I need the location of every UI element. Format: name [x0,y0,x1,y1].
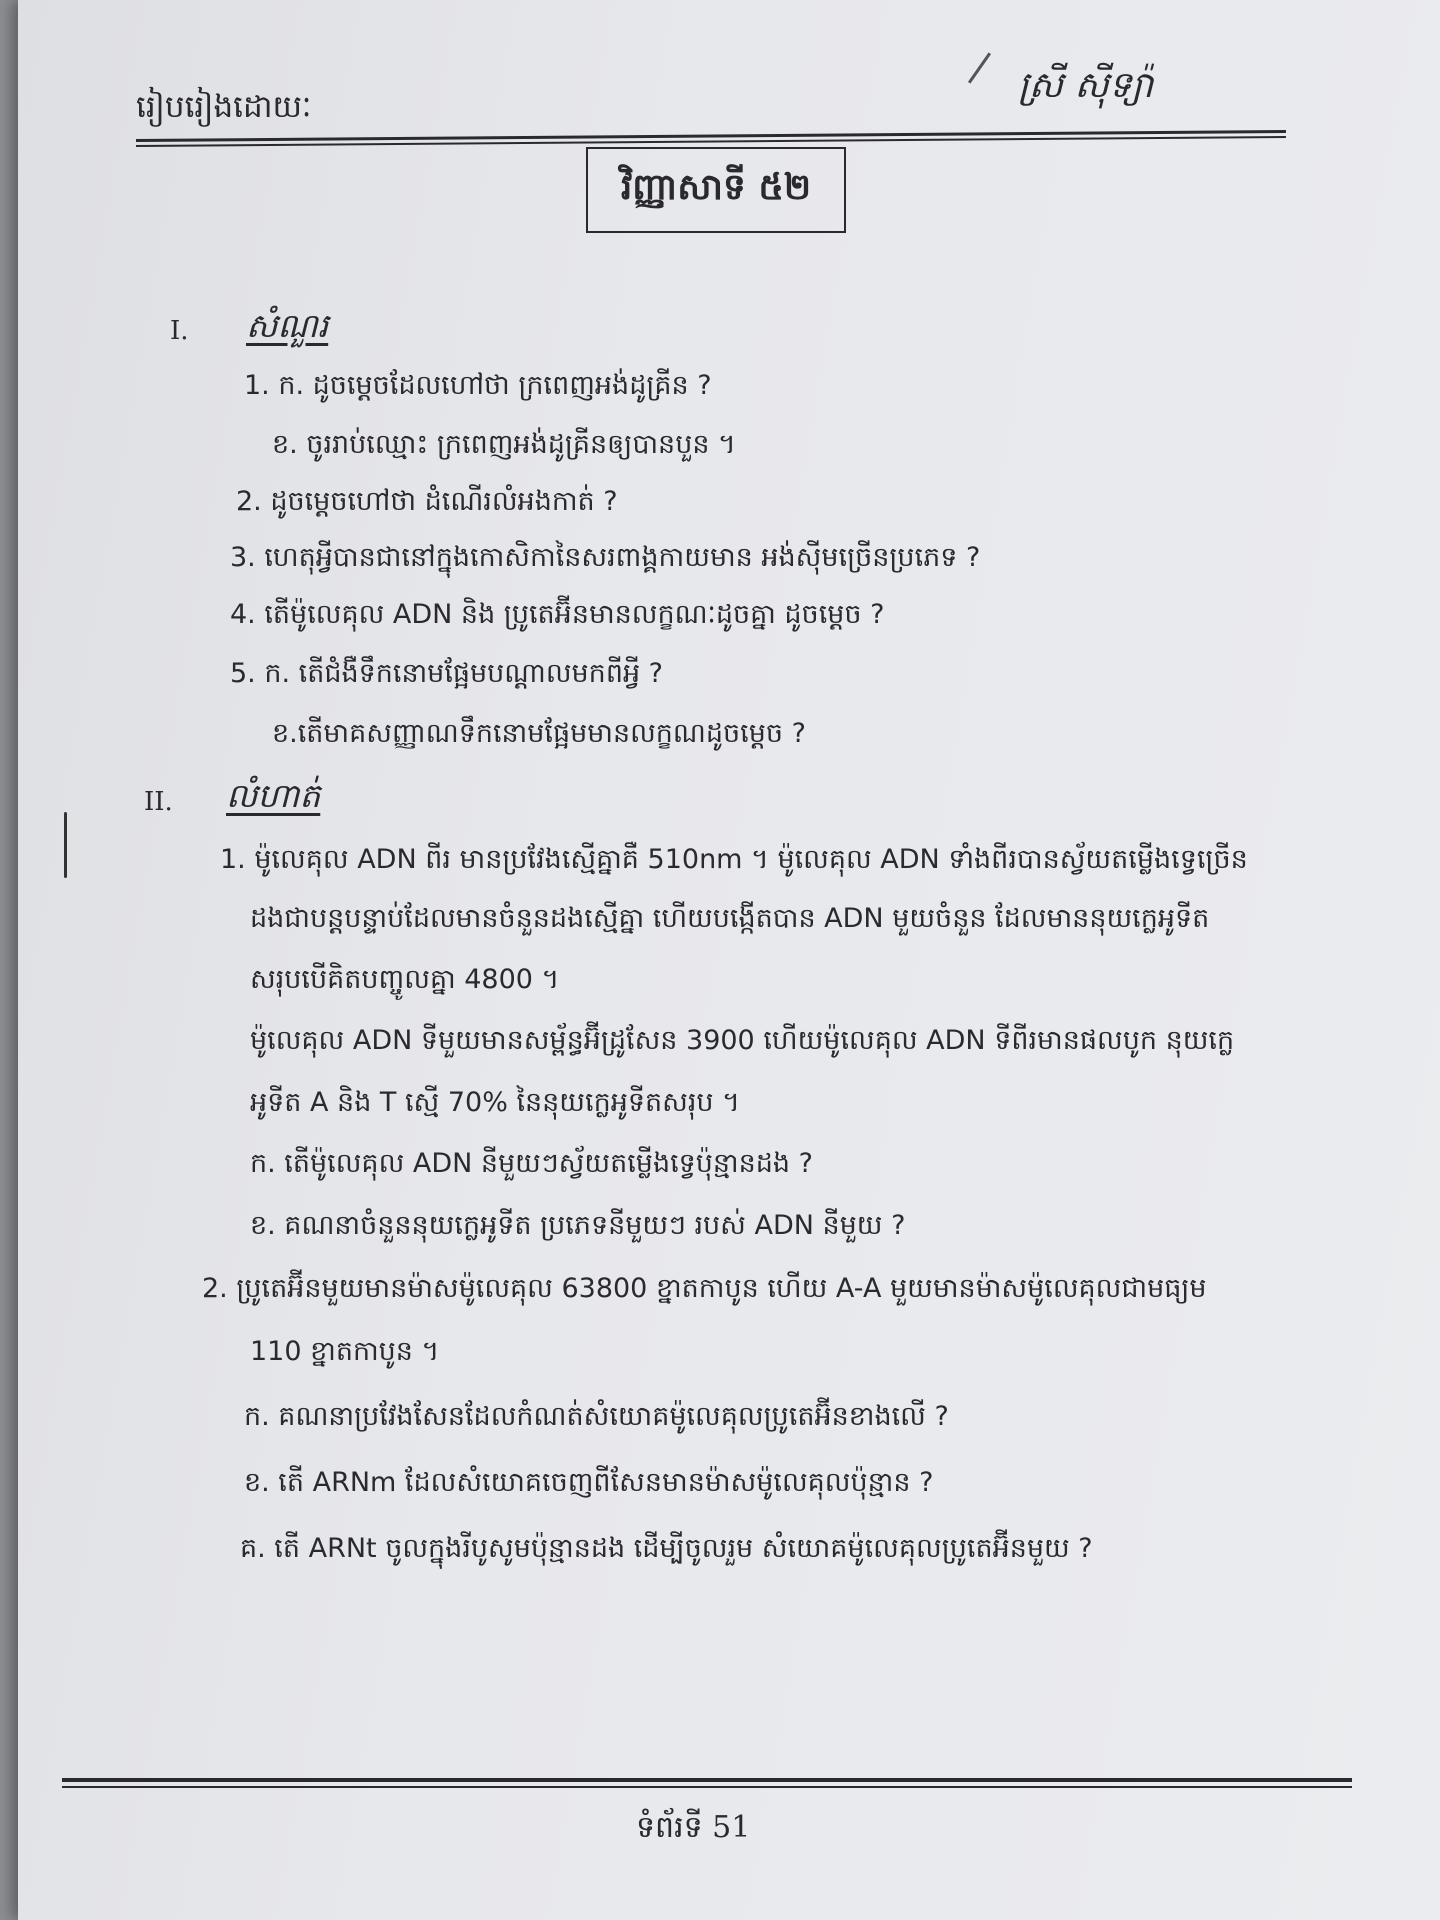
document-page [18,0,1440,1920]
section-2-title: លំហាត់ [226,776,321,815]
exercise-1-line-2: ដងជាបន្តបន្ទាប់ដែលមានចំនួនដងស្មើគ្នា ហើយបង្កើតបាន ADN មួយចំនួន ដែលមាននុយក្លេអូទីត [250,903,1210,934]
question-2: 2. ដូចម្តេចហៅថា ដំណើរលំអងកាត់ ? [236,486,618,517]
page-number: ទំព័រទី 51 [636,1810,751,1845]
question-1b: ខ. ចូររាប់ឈ្មោះ ក្រពេញអង់ដូគ្រីនឲ្យបានបួន ។ [272,429,736,460]
footer-rule [62,1778,1352,1782]
exercise-1-part-b: ខ. គណនាចំនួននុយក្លេអូទីត ប្រភេទនីមួយៗ របស់ ADN នីមួយ ? [250,1210,906,1241]
margin-pen-mark [64,812,67,878]
exam-title: វិញ្ញាសាទី ៥២ [620,166,812,208]
exercise-2-part-b: ខ. តើ ARNm ដែលសំយោគចេញពីសែនមានម៉ាសម៉ូលេគុលប៉ុន្មាន ? [244,1467,934,1498]
question-4: 4. តើម៉ូលេគុល ADN និង ប្រូតេអ៊ីនមានលក្ខណៈដូចគ្នា ដូចម្តេច ? [230,599,885,630]
section-2-number: II. [144,787,173,817]
author-name: ស្រី ស៊ីទ្យ៉ា [1018,65,1154,106]
exercise-2-line-1: 2. ប្រូតេអ៊ីនមួយមានម៉ាសម៉ូលេគុល 63800 ខ្នាតកាបូន ហើយ A-A មួយមានម៉ាសម៉ូលេគុលជាមធ្យម [202,1273,1207,1304]
question-1a: 1. ក. ដូចម្តេចដែលហៅថា ក្រពេញអង់ដូគ្រីន ? [244,370,712,401]
section-1-title: សំណួរ [246,306,329,345]
author-label: រៀបរៀងដោយៈ [136,89,312,125]
exercise-1-part-a: ក. តើម៉ូលេគុល ADN នីមួយៗស្វ័យតម្លើងទ្វេប៉ុន្មានដង ? [250,1148,813,1179]
exercise-2-part-c: គ. តើ ARNt ចូលក្នុងរីបូសូមប៉ុន្មានដង ដើម្បីចូលរួម សំយោគម៉ូលេគុលប្រូតេអ៊ីនមួយ ? [240,1533,1093,1564]
question-3: 3. ហេតុអ្វីបានជានៅក្នុងកោសិកានៃសរពាង្គកាយមាន អង់ស៊ីមច្រើនប្រភេទ ? [230,542,981,573]
exercise-1-line-5: អូទីត A និង T ស្មើ 70% នៃនុយក្លេអូទីតសរុប ។ [250,1087,740,1118]
exercise-2-line-2: 110 ខ្នាតកាបូន ។ [250,1336,440,1367]
exercise-1-line-1: 1. ម៉ូលេគុល ADN ពីរ មានប្រវែងស្មើគ្នាគឺ 510nm ។ ម៉ូលេគុល ADN ទាំងពីរបានស្វ័យតម្លើងទ្វេច្រើន [220,844,1248,875]
footer-rule-thin [62,1786,1352,1788]
pen-mark [968,52,991,83]
exam-title-box [586,147,846,233]
exercise-1-line-3: សរុបបើគិតបញ្ចូលគ្នា 4800 ។ [250,964,560,995]
exercise-1-line-4: ម៉ូលេគុល ADN ទីមួយមានសម្ព័ន្ធអ៊ីដ្រូសែន 3900 ហើយម៉ូលេគុល ADN ទីពីរមានផលបូក នុយក្លេ [250,1025,1235,1056]
exercise-2-part-a: ក. គណនាប្រវែងសែនដែលកំណត់សំយោគម៉ូលេគុលប្រូតេអ៊ីនខាងលើ ? [244,1401,949,1432]
question-5a: 5. ក. តើជំងឺទឹកនោមផ្អែមបណ្តាលមកពីអ្វី ? [230,658,664,689]
question-5b: ខ.តើមាគសញ្ញាណទឹកនោមផ្អែមមានលក្ខណដូចម្តេច ? [272,718,806,749]
section-1-number: I. [170,316,189,346]
